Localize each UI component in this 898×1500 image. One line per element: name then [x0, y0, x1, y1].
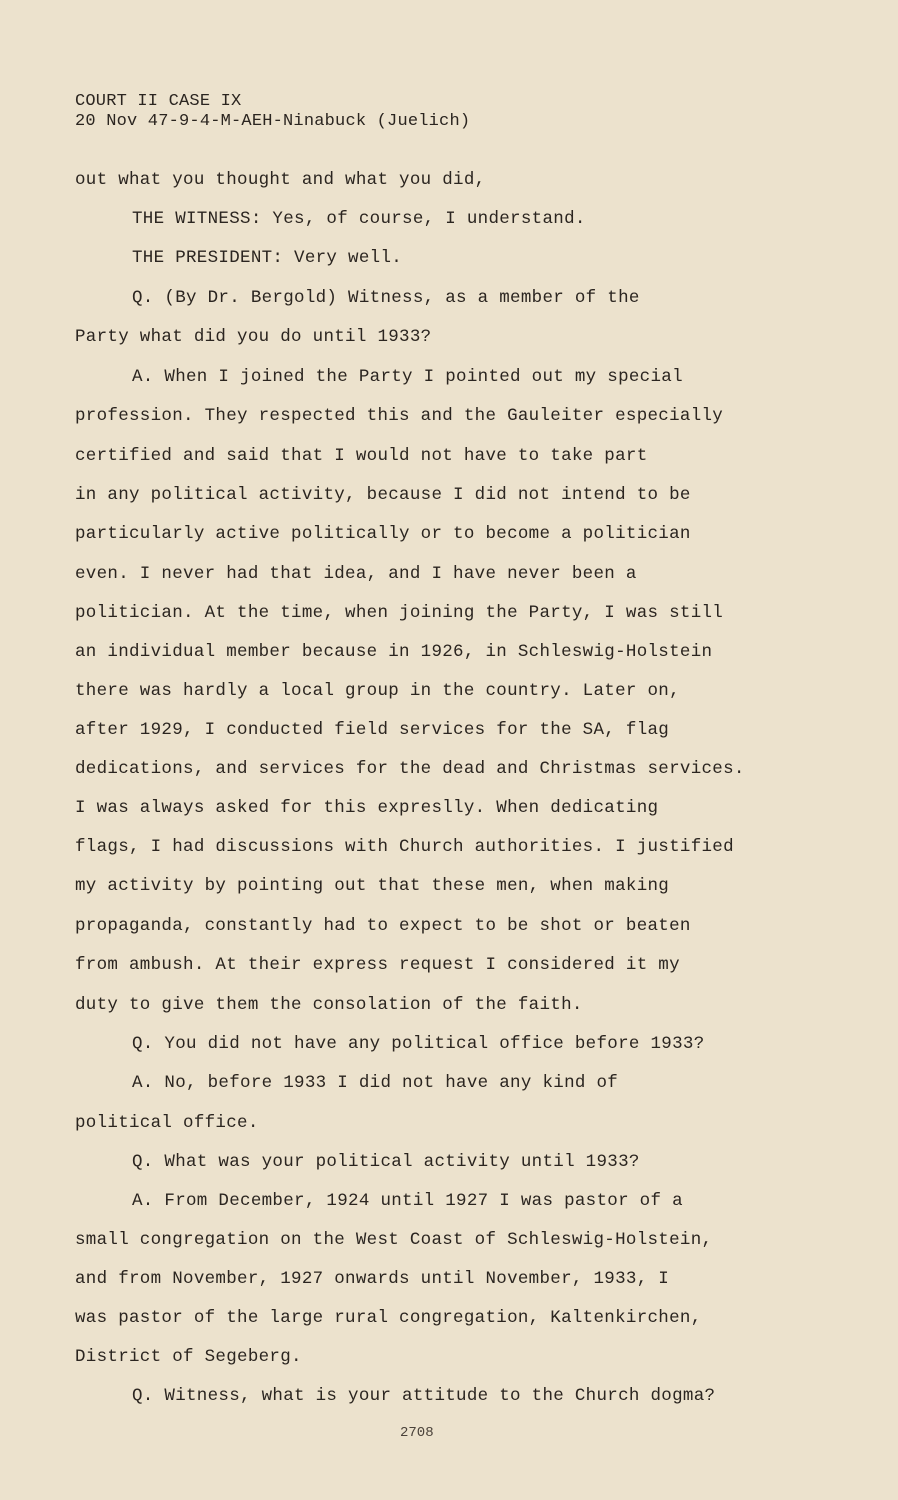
- transcript-line: A. From December, 1924 until 1927 I was pastor of a: [132, 1191, 683, 1211]
- transcript-line: even. I never had that idea, and I have never been a: [75, 564, 637, 584]
- transcript-line: Party what did you do until 1933?: [75, 327, 432, 347]
- transcript-line: Q. (By Dr. Bergold) Witness, as a member of the: [132, 288, 640, 308]
- transcript-line: small congregation on the West Coast of Schleswig-Holstein,: [75, 1230, 713, 1250]
- transcript-line: duty to give them the consolation of the faith.: [75, 995, 583, 1015]
- transcript-line: Q. You did not have any political office before 1933?: [132, 1034, 705, 1054]
- transcript-line: out what you thought and what you did,: [75, 170, 486, 190]
- transcript-line: in any political activity, because I did not intend to be: [75, 485, 691, 505]
- transcript-line: District of Segeberg.: [75, 1347, 302, 1367]
- page-number: 2708: [400, 1425, 434, 1441]
- header-court-case: COURT II CASE IX: [75, 92, 242, 111]
- transcript-line: THE WITNESS: Yes, of course, I understand.: [132, 209, 586, 229]
- transcript-line: after 1929, I conducted field services for the SA, flag: [75, 720, 670, 740]
- document-header: [75, 92, 470, 132]
- transcript-line: I was always asked for this expreslly. When dedicating: [75, 798, 659, 818]
- transcript-line: from ambush. At their express request I considered it my: [75, 955, 680, 975]
- transcript-line: there was hardly a local group in the country. Later on,: [75, 681, 680, 701]
- transcript-line: an individual member because in 1926, in Schleswig-Holstein: [75, 642, 713, 662]
- transcript-line: political office.: [75, 1113, 259, 1133]
- transcript-line: was pastor of the large rural congregation, Kaltenkirchen,: [75, 1308, 702, 1328]
- transcript-line: dedications, and services for the dead and Christmas services.: [75, 759, 745, 779]
- transcript-line: Q. Witness, what is your attitude to the Church dogma?: [132, 1386, 716, 1406]
- transcript-line: my activity by pointing out that these men, when making: [75, 876, 670, 896]
- transcript-line: Q. What was your political activity until 1933?: [132, 1152, 640, 1172]
- transcript-line: and from November, 1927 onwards until November, 1933, I: [75, 1269, 670, 1289]
- transcript-line: A. When I joined the Party I pointed out my special: [132, 367, 683, 387]
- transcript-line: flags, I had discussions with Church authorities. I justified: [75, 837, 734, 857]
- transcript-line: particularly active politically or to become a politician: [75, 524, 691, 544]
- transcript-line: THE PRESIDENT: Very well.: [132, 248, 403, 268]
- transcript-line: A. No, before 1933 I did not have any kind of: [132, 1073, 619, 1093]
- transcript-line: certified and said that I would not have to take part: [75, 446, 648, 466]
- transcript-line: propaganda, constantly had to expect to be shot or beaten: [75, 916, 691, 936]
- transcript-line: politician. At the time, when joining the Party, I was still: [75, 603, 724, 623]
- header-date-code: 20 Nov 47-9-4-M-AEH-Ninabuck (Juelich): [75, 112, 471, 131]
- transcript-line: profession. They respected this and the Gauleiter especially: [75, 406, 724, 426]
